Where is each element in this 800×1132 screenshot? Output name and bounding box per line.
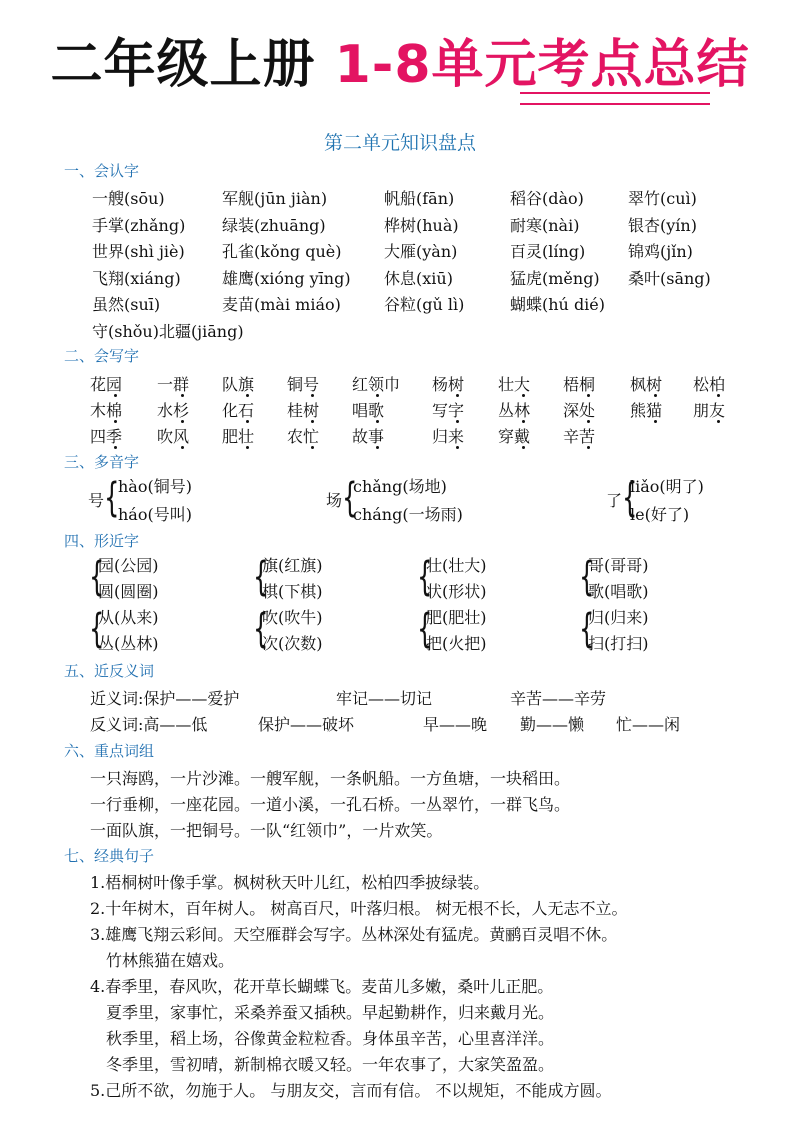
recognize-word: 桑叶(sāng)	[628, 268, 711, 288]
sentence-line: 竹林熊猫在嬉戏。	[106, 951, 235, 970]
write-word: 穿戴	[498, 427, 531, 446]
write-word: 队旗	[222, 375, 255, 394]
write-word: 归来	[432, 427, 465, 446]
recognize-word: 虽然(suī)	[92, 295, 161, 314]
polyphone-reading: liǎo(明了)	[630, 477, 704, 496]
recognize-word: 百灵(líng)	[510, 242, 586, 261]
sentence-line: 冬季里，雪初晴，新制棉衣暖又轻。一年农事了，大家笑盈盈。	[106, 1055, 555, 1074]
emphasis-dot	[522, 420, 525, 423]
similar-char: 壮(壮大)	[426, 556, 487, 575]
antonym-pair: 勤——懒	[520, 715, 585, 734]
write-word: 深处	[563, 401, 596, 420]
page-subtitle: 第二单元知识盘点	[323, 132, 476, 154]
section-heading-similar: 四、形近字	[64, 532, 140, 550]
recognize-word: 一艘(sōu)	[92, 189, 165, 208]
emphasis-dot	[376, 446, 379, 449]
recognize-word: 猛虎(měng)	[510, 268, 600, 288]
polyphone-reading: chǎng(场地)	[353, 477, 447, 496]
similar-char: 扫(打扫)	[588, 634, 649, 653]
brace-icon: {	[579, 606, 595, 652]
emphasis-dot	[456, 394, 459, 397]
emphasis-dot	[717, 420, 720, 423]
brace-icon: {	[253, 606, 269, 652]
page-title	[0, 30, 800, 100]
antonym-pair: 保护——破坏	[258, 715, 355, 734]
similar-char: 旗(红旗)	[262, 556, 323, 575]
emphasis-dot	[376, 394, 379, 397]
recognize-word: 休息(xiū)	[384, 268, 453, 288]
emphasis-dot	[114, 420, 117, 423]
emphasis-dot	[246, 394, 249, 397]
phrase-line: 一面队旗，一把铜号。一队“红领巾”，一片欢笑。	[90, 821, 443, 840]
write-word: 杨树	[432, 375, 465, 394]
write-word: 农忙	[287, 427, 320, 446]
recognize-word: 守(shǒu)北疆(jiāng)	[92, 321, 244, 341]
brace-icon: {	[417, 554, 433, 600]
recognize-word: 雄鹰(xióng yīng)	[222, 268, 351, 288]
emphasis-dot	[114, 394, 117, 397]
write-word: 辛苦	[563, 427, 596, 446]
similar-char: 归(归来)	[588, 608, 649, 627]
section-heading-sentences: 七、经典句子	[64, 847, 155, 865]
write-word: 桂树	[287, 401, 320, 420]
sentence-line: 4.春季里，春风吹，花开草长蝴蝶飞。麦苗儿多嫩，桑叶儿正肥。	[90, 977, 554, 996]
write-word: 木棉	[90, 401, 123, 420]
synonym-pair: 牢记——切记	[336, 689, 433, 708]
recognize-word: 手掌(zhǎng)	[92, 215, 186, 235]
recognize-word: 飞翔(xiáng)	[92, 268, 181, 288]
write-word: 花园	[90, 375, 123, 394]
emphasis-dot	[654, 394, 657, 397]
emphasis-dot	[246, 420, 249, 423]
write-word: 丛林	[498, 401, 531, 420]
section-heading-recognize: 一、会认字	[64, 162, 140, 180]
polyphone-char: 场	[326, 491, 343, 510]
title-underline	[520, 92, 710, 105]
brace-icon: {	[579, 554, 595, 600]
section-heading-synonyms: 五、近反义词	[64, 662, 155, 680]
similar-char: 从(从来)	[98, 608, 159, 627]
antonym-pair: 早——晚	[423, 715, 488, 734]
write-word: 熊猫	[630, 401, 663, 420]
polyphone-reading: le(好了)	[630, 505, 690, 524]
antonym-label: 反义词:高——低	[90, 715, 208, 734]
similar-char: 圆(圆圈)	[98, 582, 159, 601]
sentence-line: 2.十年树木，百年树人。 树高百尺，叶落归根。 树无根不长，人无志不立。	[90, 899, 628, 918]
phrase-line: 一行垂柳，一座花园。一道小溪，一孔石桥。一丛翠竹，一群飞鸟。	[90, 795, 571, 814]
write-word: 肥壮	[222, 427, 255, 446]
write-word: 化石	[222, 401, 255, 420]
recognize-word: 世界(shì jiè)	[92, 242, 185, 261]
write-word: 水杉	[157, 401, 190, 420]
synonym-pair: 辛苦——辛劳	[510, 689, 607, 708]
section-heading-write: 二、会写字	[64, 347, 140, 365]
similar-char: 棋(下棋)	[262, 582, 323, 601]
similar-char: 园(公园)	[98, 556, 159, 575]
emphasis-dot	[376, 420, 379, 423]
emphasis-dot	[587, 420, 590, 423]
similar-char: 吹(吹牛)	[262, 608, 323, 627]
write-word: 红领巾	[352, 375, 401, 394]
recognize-word: 军舰(jūn jiàn)	[222, 189, 328, 208]
write-word: 写字	[432, 401, 465, 420]
sentence-line: 夏季里，家事忙，采桑养蚕又插秧。早起勤耕作，归来戴月光。	[106, 1003, 555, 1022]
write-word: 四季	[90, 427, 123, 446]
write-word: 故事	[352, 427, 385, 446]
section-heading-phrases: 六、重点词组	[64, 742, 155, 760]
recognize-word: 翠竹(cuì)	[628, 189, 697, 208]
write-word: 梧桐	[563, 375, 596, 394]
polyphone-char: 了	[606, 491, 623, 510]
brace-icon: {	[622, 475, 638, 521]
emphasis-dot	[311, 420, 314, 423]
emphasis-dot	[522, 394, 525, 397]
recognize-word: 锦鸡(jǐn)	[628, 242, 693, 261]
polyphone-reading: cháng(一场雨)	[353, 505, 463, 524]
recognize-word: 耐寒(nài)	[510, 215, 580, 235]
brace-icon: {	[342, 475, 358, 521]
emphasis-dot	[456, 446, 459, 449]
emphasis-dot	[114, 446, 117, 449]
recognize-word: 孔雀(kǒng què)	[222, 242, 342, 261]
antonym-pair: 忙——闲	[616, 715, 681, 734]
synonym-label: 近义词:保护——爱护	[90, 689, 240, 708]
recognize-word: 桦树(huà)	[384, 215, 459, 235]
similar-char: 哥(哥哥)	[588, 556, 649, 575]
title-highlight: 1-8单元考点总结	[334, 35, 750, 95]
recognize-word: 银杏(yín)	[628, 215, 697, 235]
title-main: 二年级上册	[50, 35, 316, 95]
section-heading-polyphone: 三、多音字	[64, 453, 140, 471]
similar-char: 歌(唱歌)	[588, 582, 649, 601]
brace-icon: {	[89, 554, 105, 600]
emphasis-dot	[587, 446, 590, 449]
similar-char: 把(火把)	[426, 634, 487, 653]
emphasis-dot	[246, 446, 249, 449]
emphasis-dot	[717, 394, 720, 397]
phrase-line: 一只海鸥，一片沙滩。一艘军舰，一条帆船。一方鱼塘，一块稻田。	[90, 769, 571, 788]
write-word: 铜号	[287, 375, 320, 394]
emphasis-dot	[522, 446, 525, 449]
brace-icon: {	[253, 554, 269, 600]
similar-char: 状(形状)	[426, 582, 487, 601]
brace-icon: {	[104, 475, 120, 521]
emphasis-dot	[181, 420, 184, 423]
emphasis-dot	[587, 394, 590, 397]
recognize-word: 谷粒(gǔ lì)	[384, 295, 465, 314]
recognize-word: 帆船(fān)	[384, 189, 455, 208]
polyphone-char: 号	[88, 491, 105, 510]
emphasis-dot	[456, 420, 459, 423]
similar-char: 次(次数)	[262, 634, 323, 653]
write-word: 松柏	[693, 375, 726, 394]
polyphone-reading: háo(号叫)	[118, 505, 192, 524]
sentence-line: 1.梧桐树叶像手掌。枫树秋天叶儿红，松柏四季披绿装。	[90, 873, 490, 892]
write-word: 朋友	[693, 401, 726, 420]
brace-icon: {	[417, 606, 433, 652]
emphasis-dot	[311, 394, 314, 397]
brace-icon: {	[89, 606, 105, 652]
similar-char: 肥(肥壮)	[426, 608, 487, 627]
polyphone-reading: hào(铜号)	[118, 477, 192, 496]
emphasis-dot	[181, 446, 184, 449]
write-word: 枫树	[630, 375, 663, 394]
write-word: 一群	[157, 375, 190, 394]
sentence-line: 秋季里，稻上场，谷像黄金粒粒香。身体虽辛苦，心里喜洋洋。	[106, 1029, 555, 1048]
emphasis-dot	[654, 420, 657, 423]
similar-char: 丛(丛林)	[98, 634, 159, 653]
sentence-line: 3.雄鹰飞翔云彩间。天空雁群会写字。丛林深处有猛虎。黄鹂百灵唱不休。	[90, 925, 618, 944]
recognize-word: 蝴蝶(hú dié)	[510, 295, 606, 314]
emphasis-dot	[311, 446, 314, 449]
recognize-word: 麦苗(mài miáo)	[222, 295, 341, 314]
recognize-word: 绿装(zhuāng)	[222, 215, 326, 235]
emphasis-dot	[181, 394, 184, 397]
write-word: 吹风	[157, 427, 190, 446]
sentence-line: 5.己所不欲，勿施于人。 与朋友交，言而有信。 不以规矩，不能成方圆。	[90, 1081, 612, 1100]
recognize-word: 大雁(yàn)	[384, 242, 458, 261]
write-word: 壮大	[498, 375, 531, 394]
write-word: 唱歌	[352, 401, 385, 420]
recognize-word: 稻谷(dào)	[510, 189, 584, 208]
